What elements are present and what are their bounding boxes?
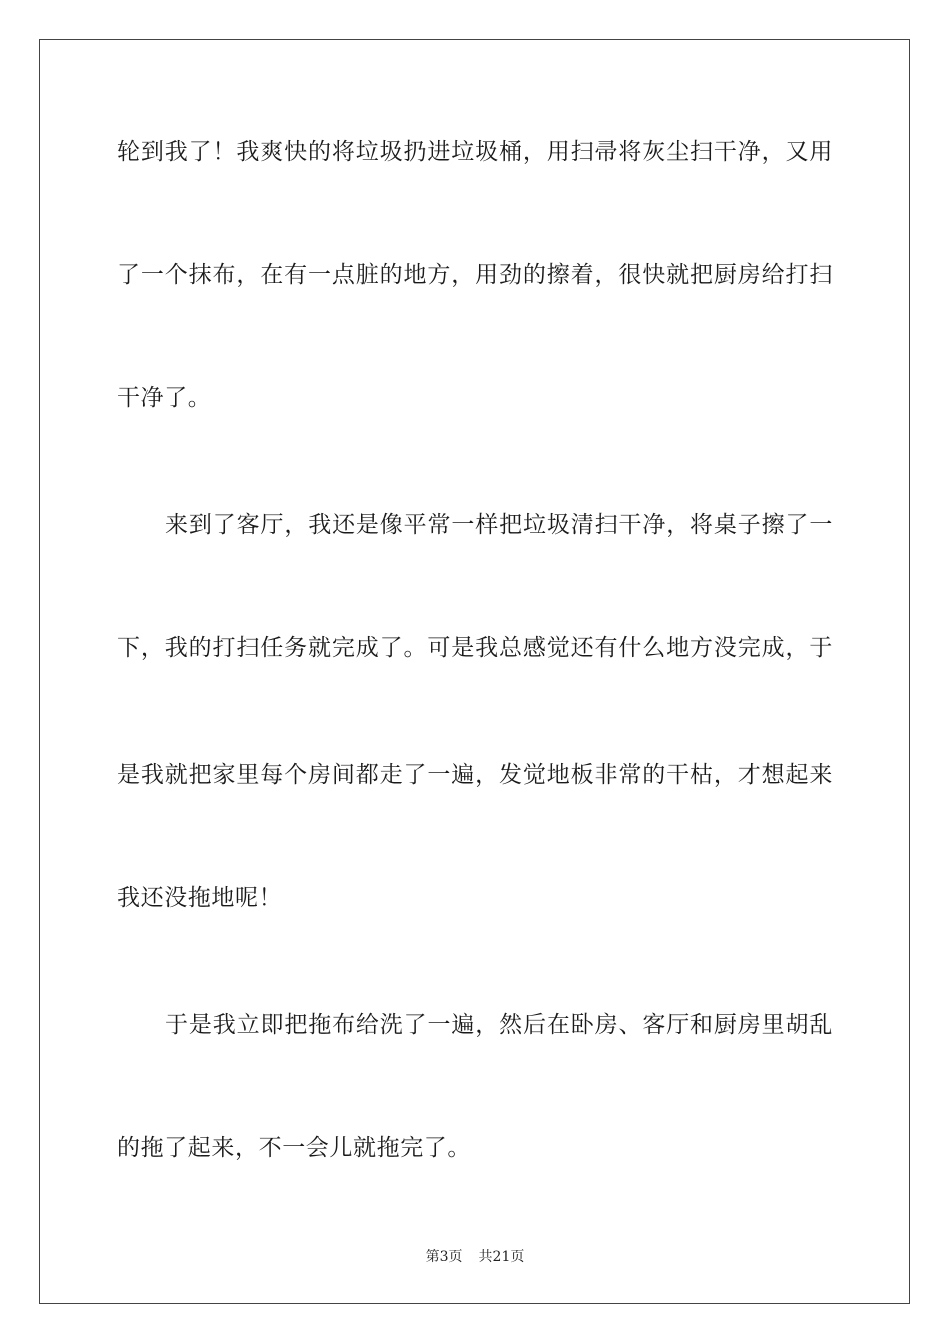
text-line-1: 轮到我了！我爽快的将垃圾扔进垃圾桶，用扫帚将灰尘扫干净，又用 (117, 139, 833, 165)
text-line-2: 了一个抹布，在有一点脏的地方，用劲的擦着，很快就把厨房给打扫 (117, 262, 833, 288)
page-border (39, 39, 910, 1304)
text-line-9: 的拖了起来，不一会儿就拖完了。 (117, 1135, 471, 1161)
text-line-3: 干净了。 (117, 385, 212, 411)
text-line-6: 是我就把家里每个房间都走了一遍，发觉地板非常的干枯，才想起来 (117, 762, 833, 788)
page-number: 第3页 (425, 1249, 463, 1265)
text-line-4: 来到了客厅，我还是像平常一样把垃圾清扫干净，将桌子擦了一 (165, 512, 833, 538)
page-footer (0, 1247, 950, 1267)
text-line-8: 于是我立即把拖布给洗了一遍，然后在卧房、客厅和厨房里胡乱 (165, 1012, 833, 1038)
text-line-7: 我还没拖地呢！ (117, 885, 283, 911)
page-total: 共21页 (478, 1249, 525, 1265)
text-line-5: 下，我的打扫任务就完成了。可是我总感觉还有什么地方没完成，于 (117, 635, 833, 661)
